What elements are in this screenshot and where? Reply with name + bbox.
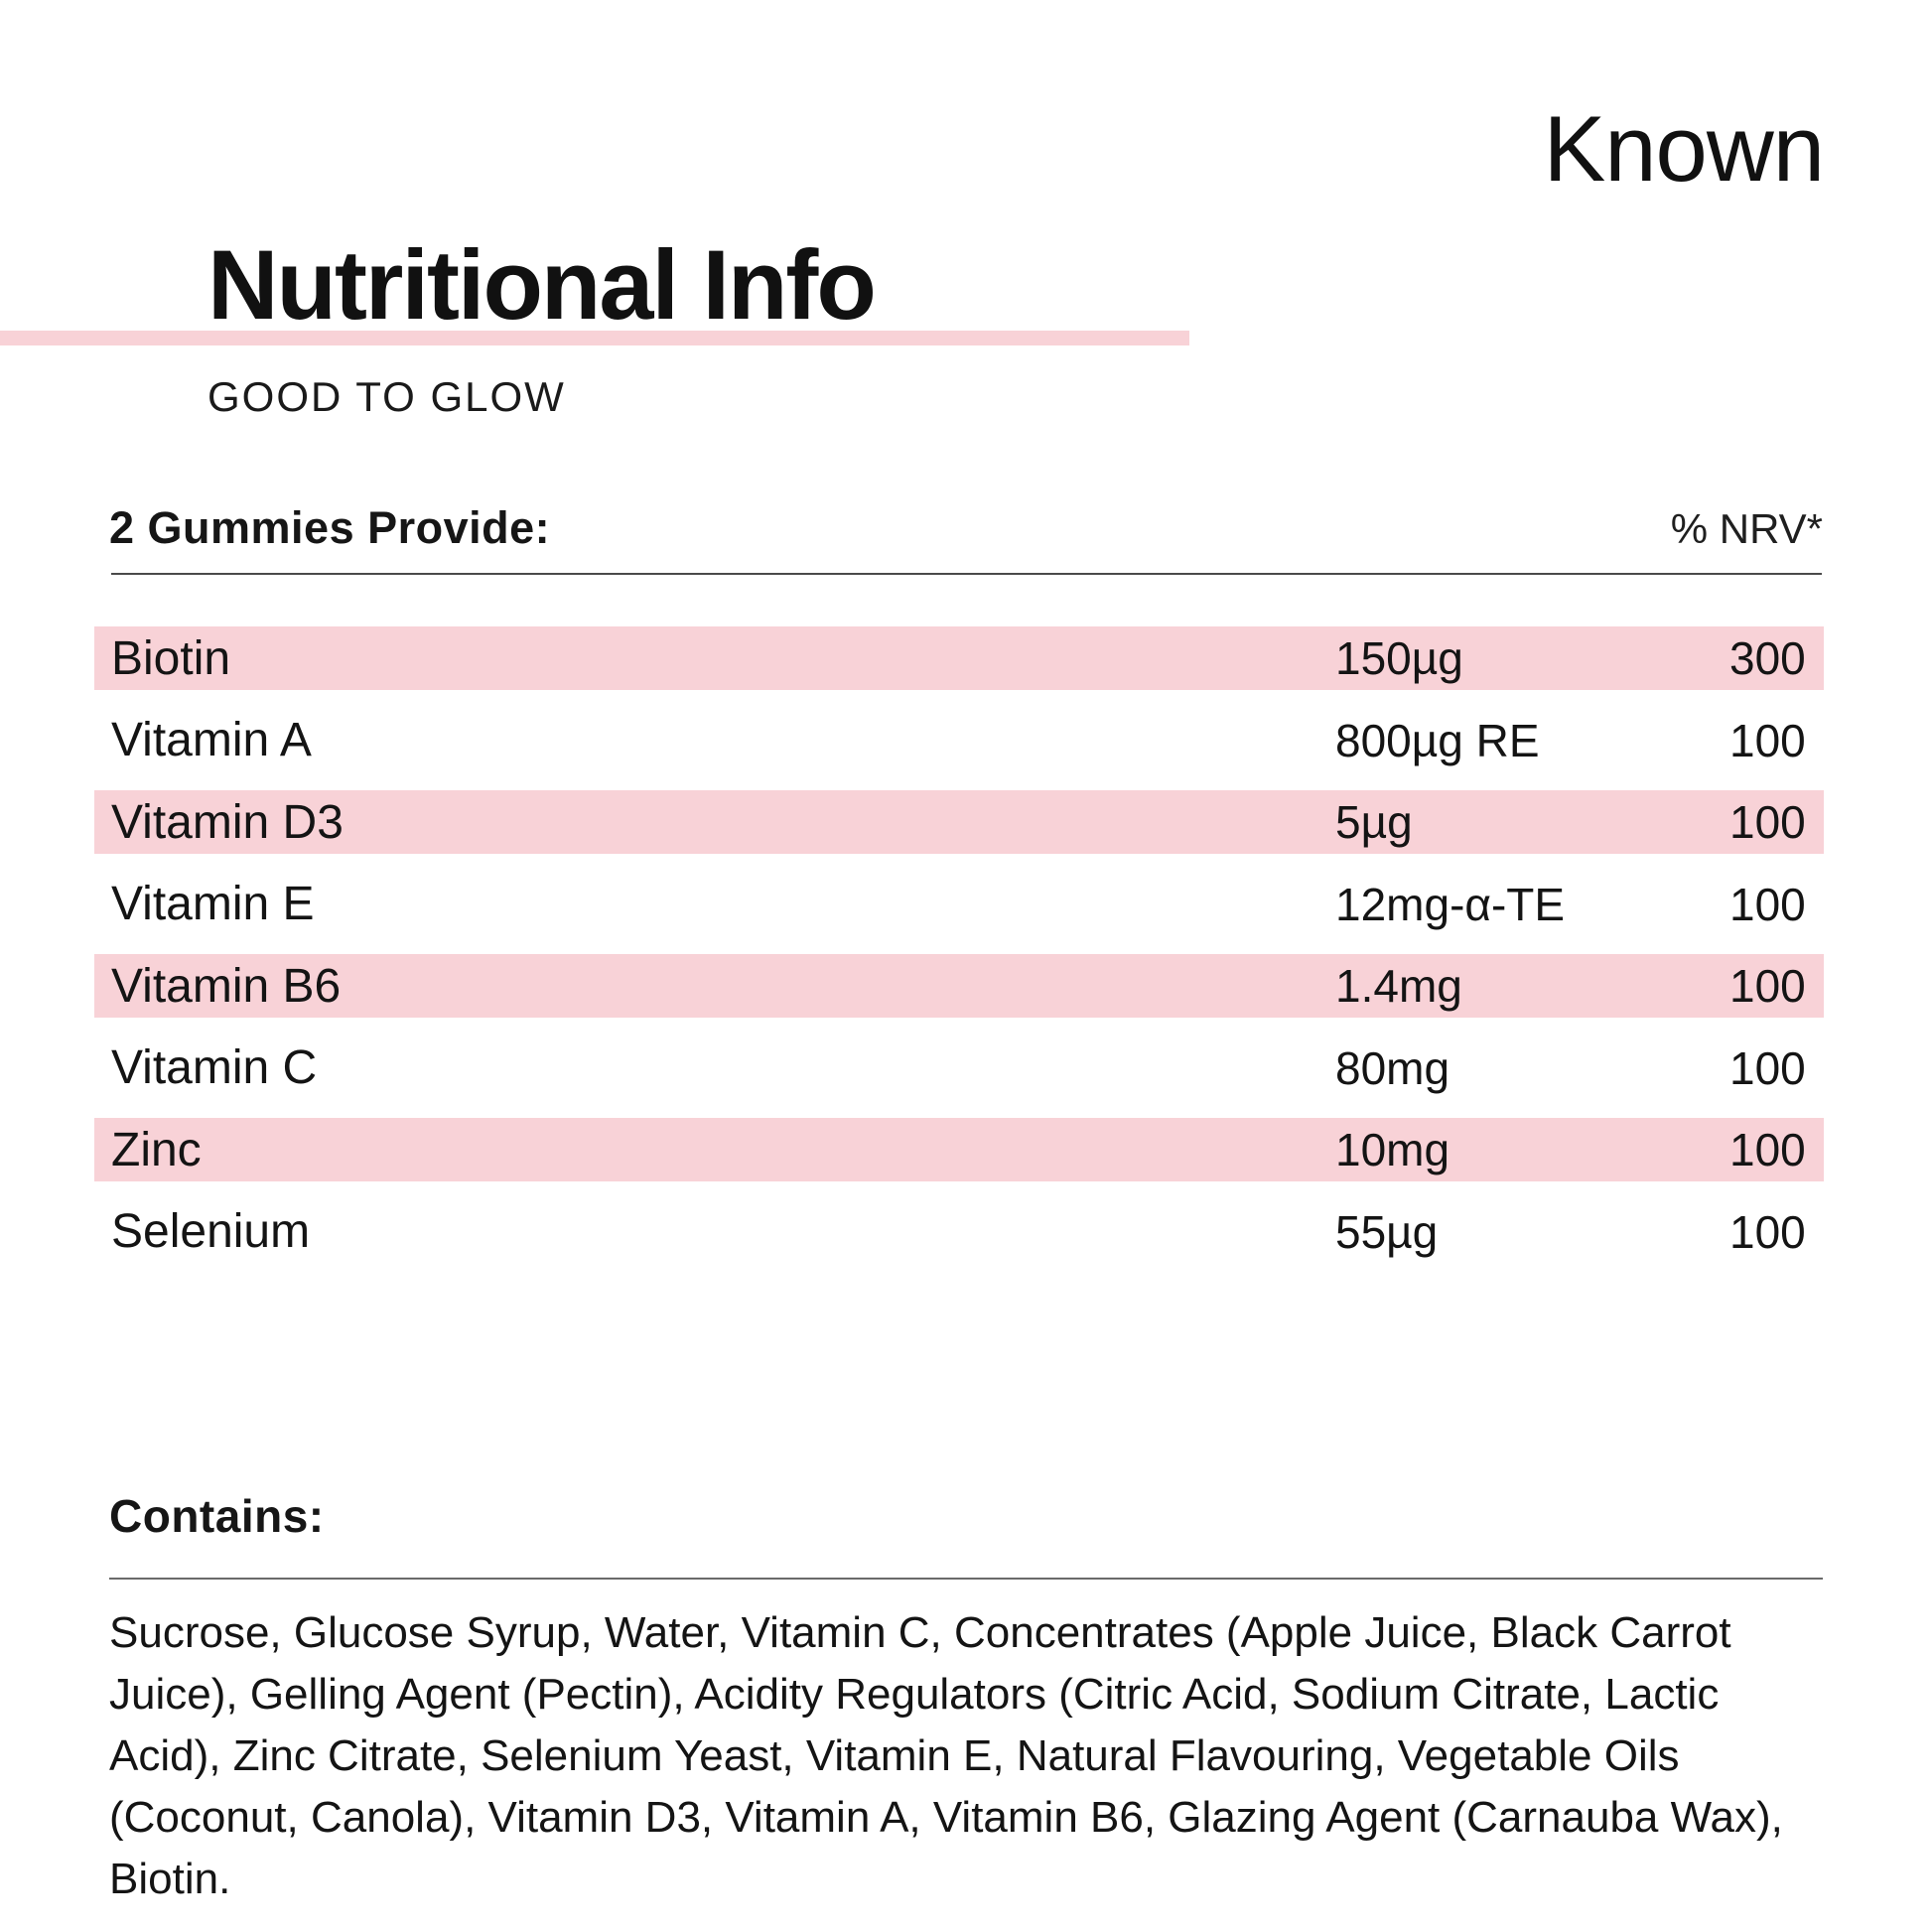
nutrient-amount: 1.4mg: [1335, 960, 1462, 1013]
nrv-header: % NRV*: [1670, 505, 1823, 552]
nutrient-name: Vitamin E: [111, 878, 315, 931]
nutrient-nrv: 100: [1729, 878, 1806, 930]
nutrient-amount: 10mg: [1335, 1124, 1450, 1176]
contains-heading: Contains:: [109, 1490, 325, 1542]
nutrient-name: Vitamin A: [111, 714, 312, 767]
nutrient-amount: 12mg-α-TE: [1335, 878, 1566, 930]
nutrient-nrv: 100: [1729, 1041, 1806, 1094]
nutrient-amount: 80mg: [1335, 1041, 1450, 1094]
nutrient-amount: 800µg RE: [1335, 714, 1540, 766]
table-row: [94, 945, 1824, 1028]
table-row: [94, 618, 1824, 700]
nutrient-nrv: 100: [1729, 714, 1806, 766]
nutrient-nrv: 100: [1729, 960, 1806, 1013]
nutrient-amount: 5µg: [1335, 796, 1413, 849]
product-name: GOOD TO GLOW: [207, 373, 566, 420]
nutrient-nrv: 100: [1729, 796, 1806, 849]
table-row: [94, 700, 1824, 782]
table-row: [94, 1191, 1824, 1274]
table-header: [109, 502, 1823, 554]
nutrient-name: Biotin: [111, 631, 231, 685]
table-row: [94, 864, 1824, 946]
brand-logo: Known: [1543, 96, 1824, 201]
nutrient-nrv: 100: [1729, 1124, 1806, 1176]
nutrient-amount: 55µg: [1335, 1205, 1439, 1258]
table-row: [94, 1028, 1824, 1110]
nutrient-name: Selenium: [111, 1205, 311, 1259]
nutrient-name: Vitamin B6: [111, 959, 342, 1013]
table-row: [94, 1109, 1824, 1191]
nutrient-name: Zinc: [111, 1123, 202, 1176]
nutrient-name: Vitamin D3: [111, 795, 344, 849]
nutrition-table: [94, 618, 1824, 1273]
table-row: [94, 781, 1824, 864]
page-title: Nutritional Info: [207, 229, 875, 340]
serving-header: 2 Gummies Provide:: [109, 502, 551, 553]
contains-rule: [109, 1578, 1823, 1580]
nutrient-name: Vitamin C: [111, 1041, 318, 1095]
nutrient-nrv: 100: [1729, 1205, 1806, 1258]
nutrient-amount: 150µg: [1335, 632, 1463, 685]
nutrient-nrv: 300: [1729, 632, 1806, 685]
table-header-rule: [111, 573, 1822, 575]
ingredients-text: Sucrose, Glucose Syrup, Water, Vitamin C, Concentrates (Apple Juice, Black Carrot Juice), Gelling Agent (Pectin), Acidity Regulators (Citric Acid, Sodium Citrate, Lactic Acid), Zinc Citrate, Selenium Yeast, Vitamin E, Natural Flavouring, Vegetable Oils (Coconut, Canola), Vitamin D3, Vitamin A, Vitamin B6, Glazing Agent (Carnauba Wax), Biotin.: [109, 1608, 1783, 1903]
